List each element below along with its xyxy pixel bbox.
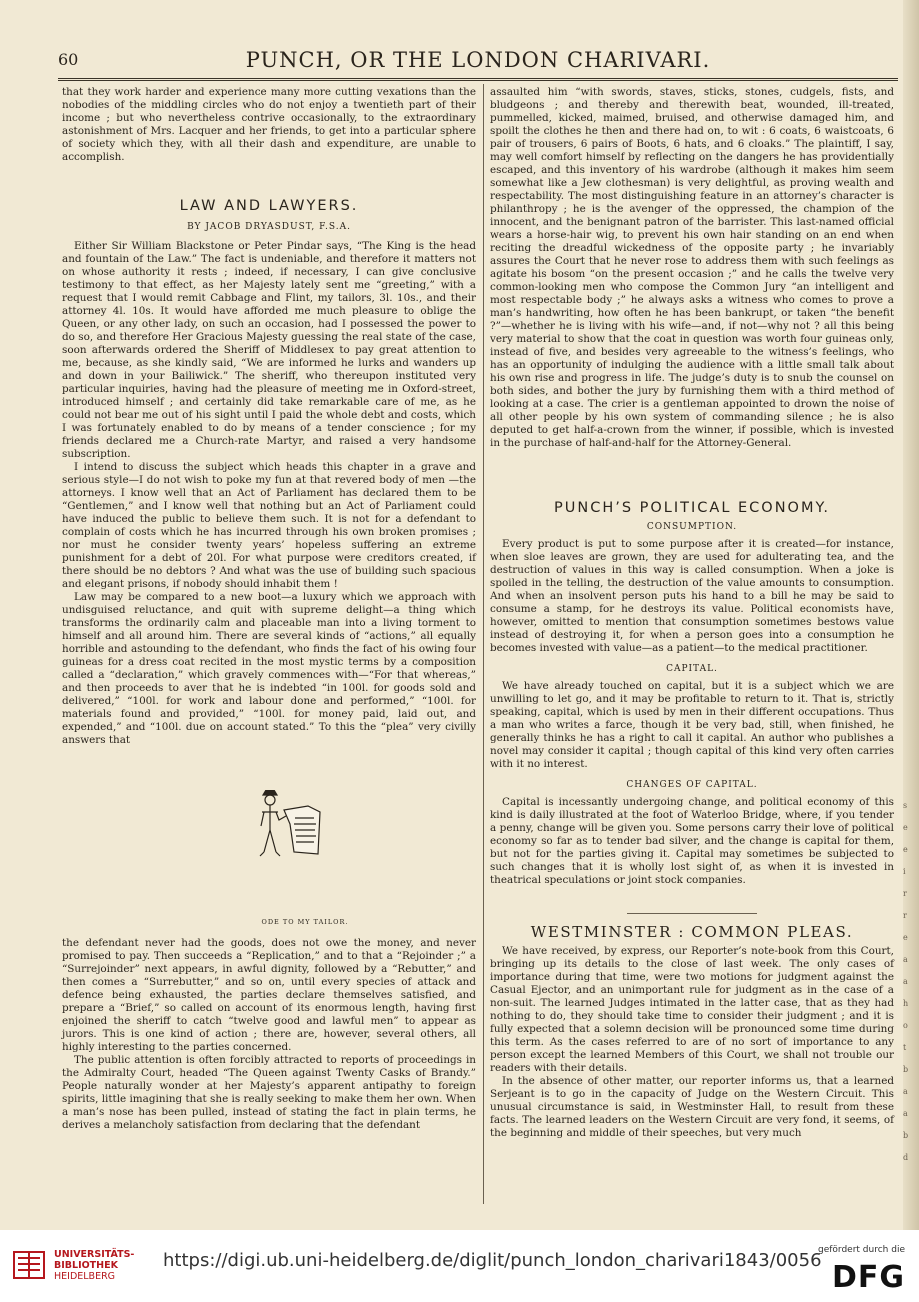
law-paragraph-4: the defendant never had the goods, does not owe the money, and never promised to pay. Then succeeds a “Replication,” and to that a “Rejoinder ;” a “Surrejoinder” next appears, in awful dignity, followed by a “Rebutter,” and then comes a “Surrebutter,” and so on, until every species of attack and defence being exhausted, the parties declare themselves satisfied, and prepare a “Brief,” so called on account of its enormous length, having first enjoined the sheriff to catch “twelve good and lawful men” to appear as jurors. This is one kind of action ; there are, however, several others, all highly interesting to the parties concerned.: [62, 937, 476, 1053]
header-rule: [58, 78, 898, 79]
tailor-figure-icon: [250, 790, 360, 900]
section-heading-westminster: WESTMINSTER : COMMON PLEAS.: [530, 923, 854, 941]
byline: BY JACOB DRYASDUST, F.S.A.: [187, 222, 351, 232]
library-name-line-3: HEIDELBERG: [54, 1271, 116, 1282]
permalink-url[interactable]: https://digi.ub.uni-heidelberg.de/diglit/punch_london_charivari1843/0056: [163, 1250, 822, 1271]
section-heading-economy: PUNCH’S POLITICAL ECONOMY.: [553, 500, 831, 516]
left-column-top: [62, 86, 476, 747]
law-paragraph-3: Law may be compared to a new boot—a luxury which we approach with undisguised reluctance, and quit with supreme delight—a thing which transforms the ordinarily calm and placeable man into a living torment to himself and all around him. There are several kinds of “actions,” all equally horrible and astounding to the defendant, who finds the fact of his owing four guineas for a dress coat recited in the most mystic terms by a composition called a “declaration,” which gravely commences with—“For that whereas,” and then proceeds to aver that he is indebted “in 100l. for goods sold and delivered,” “100l. for work and labour done and performed,” “100l. for materials found and provided,” “100l. for money paid, laid out, and expended,” and “100l. due on account stated.” To this the “plea” very civilly answers that: [62, 591, 476, 746]
page-title: PUNCH, OR THE LONDON CHARIVARI.: [245, 48, 711, 72]
dfg-logo[interactable]: DFG: [831, 1260, 905, 1295]
page-number: 60: [58, 50, 79, 69]
illustration-caption: ODE TO MY TAILOR.: [261, 918, 349, 926]
subheading-capital: CAPITAL.: [666, 664, 718, 674]
left-column-bottom: [62, 937, 476, 1132]
subheading-consumption: CONSUMPTION.: [646, 522, 738, 532]
funding-label: gefördert durch die: [818, 1245, 905, 1255]
right-column: [490, 86, 894, 1140]
tailor-illustration: [250, 790, 360, 900]
column-divider: [483, 84, 484, 1204]
viewer-footer: [0, 1230, 919, 1302]
capital-paragraph: We have already touched on capital, but it is a subject which we are unwilling to let go, and it may be profitable to return to it. That is, strictly speaking, capital, which is used by men in their different occupations. Thus a man who writes a farce, though it be very bad, still, when finished, he generally thinks he has a right to call it capital. An author who publishes a novel may consider it capital ; though capital of this kind very often carries with it no interest.: [490, 680, 894, 770]
law-paragraph-1: Either Sir William Blackstone or Peter Pindar says, “The King is the head and fountain of the Law.” The fact is undeniable, and therefore it matters not on whose authority it rests ; indeed, if necessary, I can give conclusive testimony to that effect, as her Majesty lately sent me “greeting,” with a request that I would remit Cabbage and Flint, my tailors, 3l. 10s., and their attorney 4l. 10s. It would have afforded me much pleasure to oblige the Queen, or any other lady, on such an occasion, had I possessed the power to do so, and therefore Her Gracious Majesty guessing the real state of the case, soon afterwards ordered the Sheriff of Middlesex to pay great attention to me, because, as she kindly said, “We are informed he lurks and wanders up and down in your Bailiwick.” The sheriff, who thereupon instituted very particular inquiries, having had the pleasure of meeting me in Oxford-street, introduced himself ; and certainly did take remarkable care of me, as he could not bear me out of his sight until I paid the whole debt and costs, which I was fortunately enabled to do by means of a tender conscience ; for my friends declared me a Church-rate Martyr, and raised a very handsome subscription.: [62, 240, 476, 460]
section-heading-law: LAW AND LAWYERS.: [179, 198, 359, 214]
law-paragraph-5: The public attention is often forcibly attracted to reports of proceedings in the Admiralty Court, headed “The Queen against Twenty Casks of Brandy.” People naturally wonder at her Majesty’s apparent antipathy to foreign spirits, little imagining that she is really seeking to make them her own. When a man’s nose has been pulled, instead of stating the fact in plain terms, he derives a melancholy satisfaction from declaring that the defendant: [62, 1054, 476, 1131]
header-rule-2: [58, 80, 898, 81]
library-seal-icon: [12, 1248, 48, 1282]
law-paragraph-2: I intend to discuss the subject which heads this chapter in a grave and serious style—I do not wish to poke my fun at that revered body of men —the attorneys. I know well that an Act of Parliament has declared them to be “Gentlemen,” and I know well that nothing but an Act of Parliament could have induced the public to believe them such. It is not for a defendant to complain of costs which he has incurred through his own broken promises ; nor must he consider twenty years’ hopeless suffering an extreme punishment for a debt of 20l. For what purpose were creditors created, if there should be no debtors ? And what was the use of building such spacious and elegant prisons, if nobody should inhabit them !: [62, 461, 476, 590]
subheading-changes-of-capital: CHANGES OF CAPITAL.: [626, 780, 758, 790]
library-name-line-2: BIBLIOTHEK: [54, 1260, 118, 1271]
page-header: [58, 46, 898, 76]
changes-paragraph: Capital is incessantly undergoing change, and political economy of this kind is daily illustrated at the foot of Waterloo Bridge, where, if you tender a penny, change will be given you. Some persons carry their love of political economy so far as to tender bad silver, and the change is capital for them, but not for the parties giving it. Capital may sometimes be subjected to such changes that it is wholly lost sight of, as when it is invested in theatrical speculations or joint stock companies.: [490, 796, 894, 886]
library-name-line-1: UNIVERSITÄTS-: [54, 1249, 135, 1260]
university-library-logo[interactable]: [12, 1248, 172, 1288]
westminster-paragraph-2: In the absence of other matter, our reporter informs us, that a learned Serjeant is to go in the capacity of Judge on the Western Circuit. This unusual circumstance is said, in Westminster Hall, to result from these facts. The learned leaders on the Western Circuit are very fond, it seems, of the beginning and middle of their speeches, but very much: [490, 1075, 894, 1139]
westminster-paragraph-1: We have received, by express, our Reporter’s note-book from this Court, bringing up its details to the close of last week. The only cases of importance during that time, were two motions for judgment against the Casual Ejector, and an unimportant rule for judgment as in the case of a non-suit. The learned Judges intimated in the latter case, that as they had nothing to do, they should take time to consider their judgment ; and it is fully expected that a solemn decision will be pronounced some time during this term. As the cases referred to are of no sort of importance to any person except the learned Members of this Court, we shall not trouble our readers with their details.: [490, 945, 894, 1074]
consumption-paragraph: Every product is put to some purpose after it is created—for instance, when sloe leaves are grown, they are used for adulterating tea, and the destruction of values in this way is called consumption. When a joke is spoiled in the telling, the destruction of the value amounts to consumption. And when an insolvent person puts his hand to a bill he may be said to consume a stamp, for he destroys its value. Political economists have, however, omitted to mention that consumption sometimes bestows value instead of destroying it, for when a person goes into a consumption he becomes invested with value—as a patient—to the medical practitioner.: [490, 538, 894, 654]
bleed-through-text: s e e i r r e a a h o t b a a b d: [903, 801, 909, 1162]
left-intro: that they work harder and experience many more cutting vexations than the nobodies of the middling circles who do not enjoy a twentieth part of their income ; but who nevertheless contrive occasionally, to the extraordinary astonishment of Mrs. Lacquer and her friends, to get into a particular sphere of society which they, with all their dash and expenditure, are unable to accomplish.: [62, 86, 476, 163]
right-intro: assaulted him “with swords, staves, sticks, stones, cudgels, fists, and bludgeons ; and thereby and therewith beat, wounded, ill-treated, pummelled, kicked, maimed, bruised, and otherwise damaged him, and spoilt the clothes he then and there had on, to wit : 6 coats, 6 waistcoats, 6 pair of trousers, 6 pairs of Boots, 6 hats, and 6 cloaks.” The plaintiff, I say, may well comfort himself by reflecting on the dangers he has providentially escaped, and this inventory of his wardrobe (although it makes him seem somewhat like a Jew clothesman) is very delightful, as proving wealth and respectability. The most distinguishing feature in an attorney’s character is philanthropy ; he is the avenger of the oppressed, the champion of the innocent, and the benignant patron of the barrister. This last-named official wears a horse-hair wig, to prevent his own hair standing on an end when reciting the dreadful wickedness of the opposite party ; he invariably assures the Court that he never rose to address them with such feelings as agitate his bosom “on the present occasion ;” and he calls the twelve very common-looking men who compose the Common Jury “an intelligent and most respectable body ;” he always asks a witness who comes to prove a man’s handwriting, how often he has been bankrupt, or taken “the benefit ?”—whether he is living with his wife—and, if not—why not ? all this being very material to show that the coat in question was worth four guineas only, instead of five, and besides very agreeable to the witness’s feelings, who has an opportunity of indulging the audience with a little small talk about his own rise and progress in life. The judge’s duty is to snub the counsel on both sides, and bother the jury by furnishing them with a third method of looking at a case. The crier is a gentleman appointed to drown the noise of all other people by his own system of commanding silence ; he is also deputed to get half-a-crown from the winner, if possible, which is invested in the purchase of half-and-half for the Attorney-General.: [490, 86, 894, 449]
